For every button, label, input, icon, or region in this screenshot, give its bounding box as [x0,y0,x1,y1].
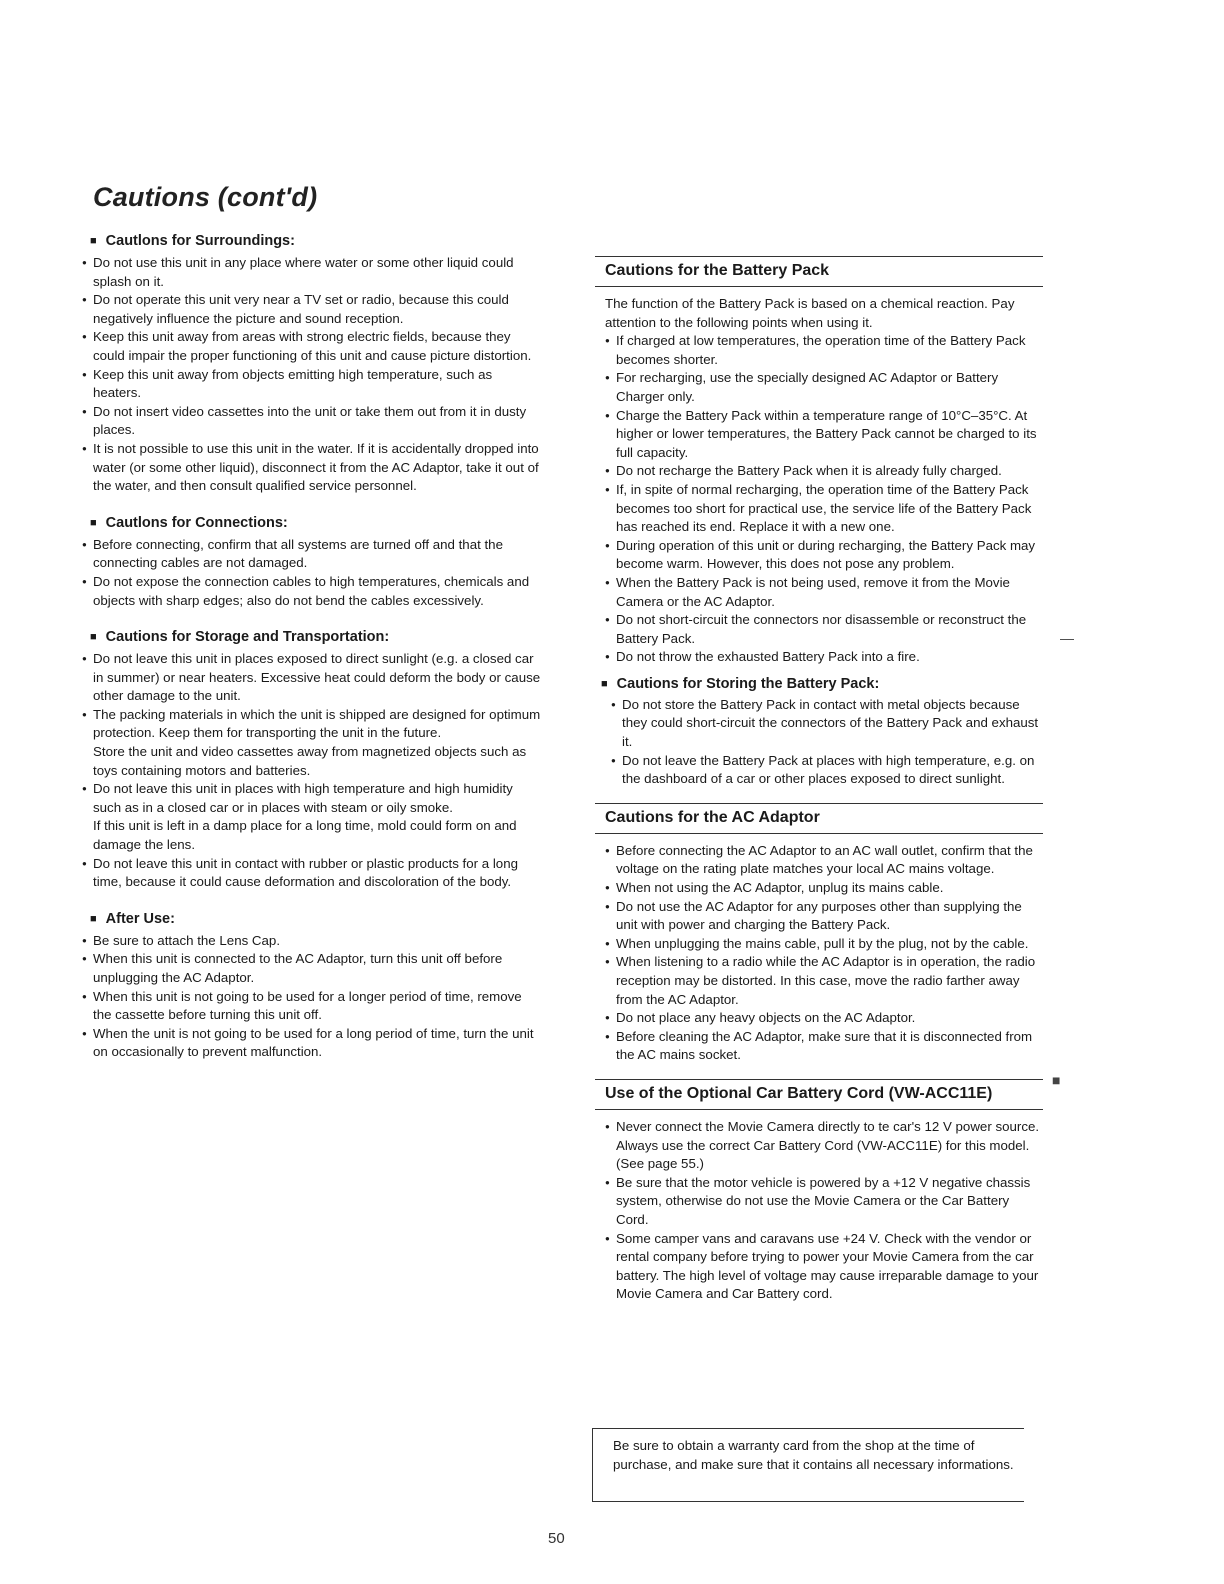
list-item-text: ● The packing materials in which the unit is shipped are designed for optimum protection. Keep them for transporting the unit in the future. [93,706,541,741]
list-item-text: ● Do not leave this unit in places with high temperature and high humidity such as in a closed car or in places with steam or oily smoke. [93,781,513,815]
surroundings-section [82,232,542,496]
battery-pack-list [595,332,1043,667]
storing-battery-list [601,696,1043,789]
ac-adaptor-header [595,803,1043,834]
list-item [82,706,542,780]
list-item: ● For recharging, use the specially designed AC Adaptor or Battery Charger only. [605,369,1043,406]
right-column [595,256,1043,1318]
list-item: ● Do not insert video cassettes into the unit or take them out from it in dusty places. [82,403,542,440]
battery-pack-header [595,256,1043,287]
car-cord-list [595,1118,1043,1304]
battery-pack-intro: The function of the Battery Pack is based on a chemical reaction. Pay attention to the following points when using it. [605,296,1015,330]
storage-section [82,628,542,892]
list-item: ● Do not operate this unit very near a TV set or radio, because this could negatively influence the picture and sound reception. [82,291,542,328]
car-cord-title: Use of the Optional Car Battery Cord (VW-ACC11E) [605,1084,993,1102]
list-item-text: ● Do not leave this unit in places exposed to direct sunlight (e.g. a closed car in summer) or near heaters. Excessive heat could deform the body or cause other damage to the unit. [93,651,541,704]
list-item: ● Be sure to attach the Lens Cap. [82,932,542,951]
car-cord-section [595,1079,1043,1304]
list-item [82,855,542,892]
list-item: ● If, in spite of normal recharging, the operation time of the Battery Pack becomes too short for practical use, the service life of the Battery Pack has reached its end. Replace it with a new one. [605,481,1043,537]
list-item: ● When not using the AC Adaptor, unplug its mains cable. [605,879,1043,898]
battery-pack-section [595,256,1043,789]
storing-battery-section [601,675,1043,789]
battery-pack-title: Cautions for the Battery Pack [605,262,830,279]
list-item: ● Some camper vans and caravans use +24 V. Check with the vendor or rental company before trying to power your Movie Camera from the car battery. The high level of voltage may cause irreparable damage to your Movie Camera and Car Battery cord. [605,1230,1043,1304]
list-item: ● Before cleaning the AC Adaptor, make sure that it is disconnected from the AC mains socket. [605,1028,1043,1065]
list-item: ● Do not use the AC Adaptor for any purposes other than supplying the unit with power and charging the Battery Pack. [605,898,1043,935]
list-item [82,780,542,854]
connections-title: ■ Cautlons for Connections: [90,514,542,533]
connections-section [82,514,542,610]
list-item: ● During operation of this unit or during recharging, the Battery Pack may become warm. However, this does not pose any problem. [605,537,1043,574]
list-item: ● When the unit is not going to be used for a long period of time, turn the unit on occasionally to prevent malfunction. [82,1025,542,1062]
list-item: ● Do not leave the Battery Pack at places with high temperature, e.g. on the dashboard of a car or other places exposed to direct sunlight. [611,752,1043,789]
list-item: ● Keep this unit away from areas with strong electric fields, because they could impair the proper functioning of this unit and cause picture distortion. [82,328,542,365]
list-item: ● Keep this unit away from objects emitting high temperature, such as heaters. [82,366,542,403]
surroundings-list [82,254,542,496]
list-item: ● Before connecting the AC Adaptor to an AC wall outlet, confirm that the voltage on the rating plate matches your local AC mains voltage. [605,842,1043,879]
storing-battery-title: ■ Cautions for Storing the Battery Pack: [601,675,1043,694]
list-item: ● When this unit is connected to the AC Adaptor, turn this unit off before unplugging the AC Adaptor. [82,950,542,987]
edge-mark: — [1060,630,1074,646]
page-number: 50 [548,1530,565,1547]
list-item: ● Do not use this unit in any place where water or some other liquid could splash on it. [82,254,542,291]
list-item: ● Do not throw the exhausted Battery Pack into a fire. [605,648,1043,667]
connections-list [82,536,542,610]
ac-adaptor-section [595,803,1043,1065]
list-item: ● Before connecting, confirm that all systems are turned off and that the connecting cables are not damaged. [82,536,542,573]
list-item: ● It is not possible to use this unit in the water. If it is accidentally dropped into water (or some other liquid), disconnect it from the AC Adaptor, take it out of the water, and then consult qualified service personnel. [82,440,542,496]
car-cord-header [595,1079,1043,1110]
list-item-text: Store the unit and video cassettes away from magnetized objects such as toys containing motors and batteries. [93,744,527,778]
list-item: ● When the Battery Pack is not being used, remove it from the Movie Camera or the AC Adaptor. [605,574,1043,611]
ac-adaptor-title: Cautions for the AC Adaptor [605,808,820,826]
list-item: ● Do not expose the connection cables to high temperatures, chemicals and objects with sharp edges; also do not bend the cables excessively. [82,573,542,610]
warranty-note: Be sure to obtain a warranty card from the shop at the time of purchase, and make sure that it contains all necessary informations. [592,1428,1024,1502]
list-item: ● Do not recharge the Battery Pack when it is already fully charged. [605,462,1043,481]
after-use-list [82,932,542,1062]
list-item: ● When unplugging the mains cable, pull it by the plug, not by the cable. [605,935,1043,954]
list-item: ● Do not short-circuit the connectors nor disassemble or reconstruct the Battery Pack. [605,611,1043,648]
list-item: ● Do not place any heavy objects on the AC Adaptor. [605,1009,1043,1028]
after-use-section [82,910,542,1062]
list-item: ● Do not store the Battery Pack in contact with metal objects because they could short-circuit the connectors of the Battery Pack and exhaust it. [611,696,1043,752]
storage-title: ■ Cautions for Storage and Transportation: [90,628,542,647]
page-title: Cautions (cont'd) [93,182,318,212]
list-item: ● When listening to a radio while the AC Adaptor is in operation, the radio reception may be distorted. In this case, move the radio farther away from the AC Adaptor. [605,953,1043,1009]
list-item: ● When this unit is not going to be used for a longer period of time, remove the cassette before turning this unit off. [82,988,542,1025]
storage-list [82,650,542,892]
list-item: ● If charged at low temperatures, the operation time of the Battery Pack becomes shorter. [605,332,1043,369]
list-item: ● Never connect the Movie Camera directly to te car's 12 V power source. Always use the correct Car Battery Cord (VW-ACC11E) for this model. (See page 55.) [605,1118,1043,1174]
list-item: ● Charge the Battery Pack within a temperature range of 10°C–35°C. At higher or lower temperatures, the Battery Pack cannot be charged to its full capacity. [605,407,1043,463]
list-item: ● Be sure that the motor vehicle is powered by a +12 V negative chassis system, otherwise do not use the Movie Camera or the Car Battery Cord. [605,1174,1043,1230]
list-item-text: If this unit is left in a damp place for a long time, mold could form on and damage the lens. [93,818,517,853]
left-column [82,232,542,1080]
after-use-title: ■ After Use: [90,910,542,929]
list-item-text: ● Do not leave this unit in contact with rubber or plastic products for a long time, because it could cause deformation and discoloration of the body. [93,855,518,890]
edge-mark: ■ [1052,1072,1061,1088]
list-item [82,650,542,706]
surroundings-title: ■ Cautlons for Surroundings: [90,232,542,251]
ac-adaptor-list [595,842,1043,1065]
